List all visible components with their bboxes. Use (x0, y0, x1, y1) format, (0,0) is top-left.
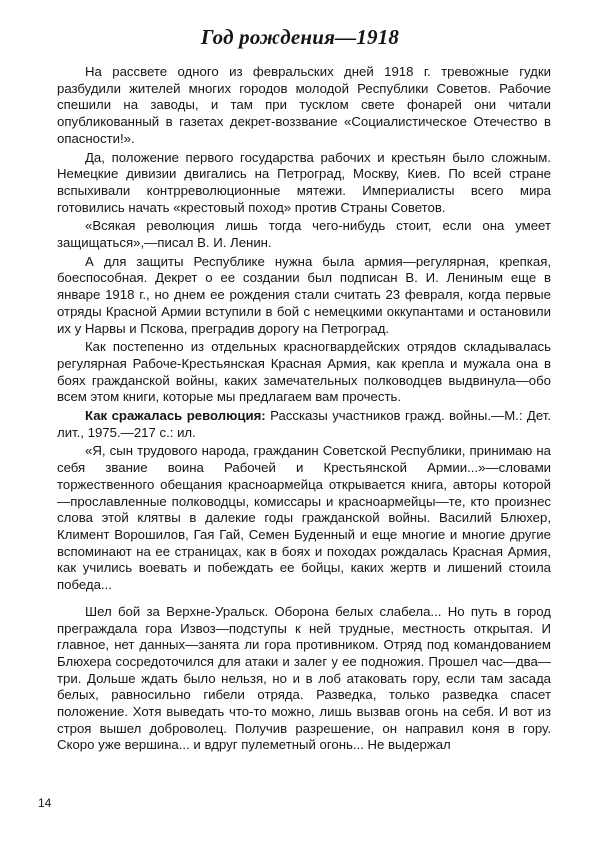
bibliography-title: Как сражалась революция: (85, 408, 266, 424)
page-body (57, 64, 551, 754)
page-number: 14 (38, 796, 52, 810)
paragraph-situation: Да, положение первого государства рабочих и крестьян было сложным. Немецкие дивизии двигались на Петроград, Москву, Киев. По всей стране вспыхивали контрреволюционные мятежи. Империалисты всего мира готовились начать «крестовый поход» против Страны Советов. (57, 149, 551, 215)
bibliography-details: Рассказы участников гражд. войны.—М.: Дет. лит., 1975.—217 с.: ил. (57, 408, 551, 440)
book-excerpt: Шел бой за Верхне-Уральск. Оборона белых слабела... Но путь в город преграждала гора Извоз—подступы к ней трудные, местность открытая. И главное, нет данных—занята ли гора противником. Отряд под командованием Блюхера сосредоточился для атаки и залег у ее подножия. Прошел час—два—три. Дольше ждать было нельзя, но и в лоб атаковать гору, если там засада белых, равносильно гибели отряда. Разведка, только разведка спасет положение. Хотя выведать что-то можно, лишь вызвав огонь на себя. И вот из строя вышел доброволец. Получив разрешение, он направил коня в гору. Скоро уже вершина... и вдруг пулеметный огонь... Не выдержал (57, 603, 551, 753)
paragraph-intro: На рассвете одного из февральских дней 1918 г. тревожные гудки разбудили жителей многих городов молодой Республики Советов. Рабочие спешили на заводы, и там при тусклом свете фонарей они читали опубликованный в газетах декрет-воззвание «Социалистическое Отечество в опасности!». (57, 64, 551, 146)
page-title: Год рождения—1918 (200, 25, 400, 49)
bibliography-entry (57, 408, 551, 441)
book-annotation: «Я, сын трудового народа, гражданин Советской Республики, принимаю на себя звание воина Рабочей и Крестьянской Армии...»—словами торжественного обещания красноармейца открывается книга, авторы которой—прославленные полководцы, комиссары и красноармейцы—те, кто произнес слова этой клятвы в далекие годы гражданской войны. Василий Блюхер, Климент Ворошилов, Гая Гай, Семен Буденный и еще многие и многие другие вспоминают на ее страницах, как в боях и походах рождалась Красная Армия, как учились воевать и побеждать ее бойцы, каких жертв и лишений стоила победа... (57, 443, 551, 593)
paragraph-army-creation: А для защиты Республике нужна была армия—регулярная, крепкая, боеспособная. Декрет о ее создании был подписан В. И. Лениным еще в январе 1918 г., но днем ее рождения стали считать 23 февраля, когда первые отряды Красной Армии вступили в бой с немецкими оккупантами и остановили их у Нарвы и Пскова, преградив дорогу на Петроград. (57, 253, 551, 336)
paragraph-books-intro: Как постепенно из отдельных красногвардейских отрядов складывалась регулярная Рабоче-Крестьянская Красная Армия, как крепла и мужала она в боях гражданской войны, каких замечательных полководцев выдвинула—обо всем этом книги, которые мы предлагаем вам прочесть. (57, 339, 551, 405)
paragraph-lenin-quote: «Всякая революция лишь тогда чего-нибудь стоит, если она умеет защищаться»,—писал В. И. Ленин. (57, 218, 551, 251)
